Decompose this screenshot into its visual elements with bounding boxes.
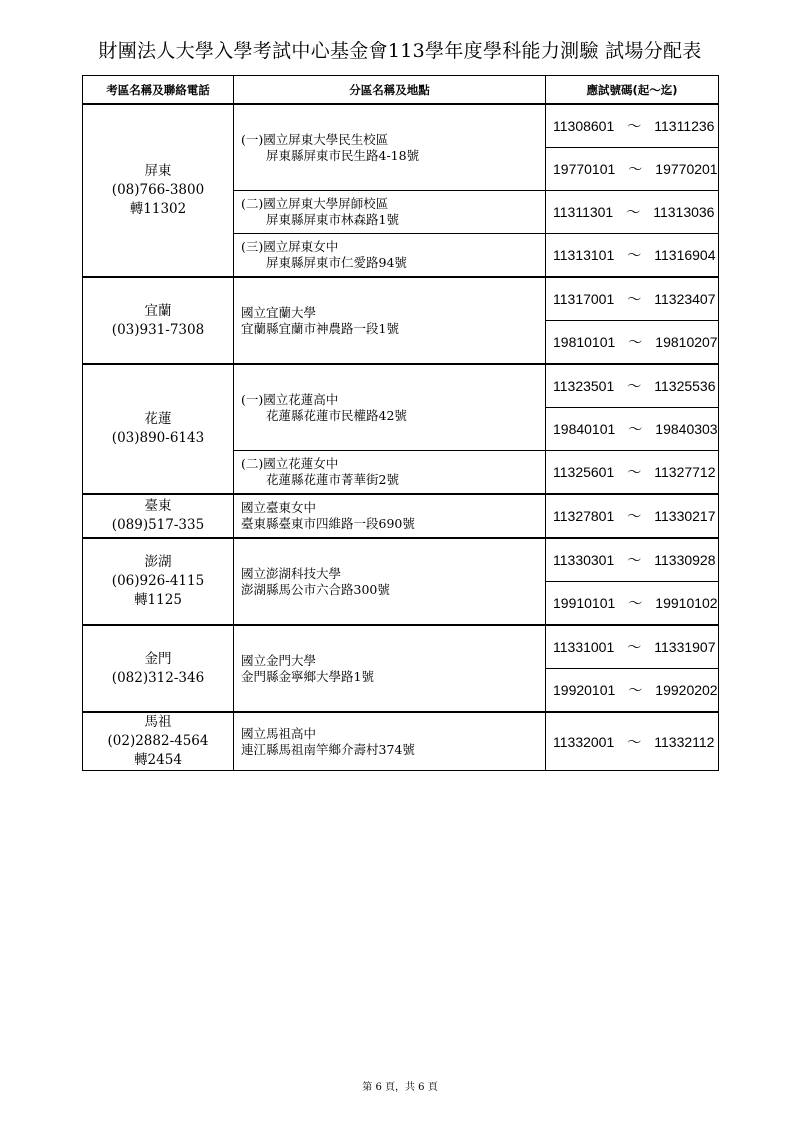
site-address: 屏東縣屏東市仁愛路94號 <box>266 255 407 270</box>
range-tilde: ～ <box>627 508 642 524</box>
region-ext: 轉1125 <box>134 592 182 608</box>
site-address: 屏東縣屏東市林森路1號 <box>266 212 399 227</box>
range-tilde: ～ <box>627 118 642 134</box>
site-name: (一)國立花蓮高中 <box>241 391 339 407</box>
table-row <box>83 625 719 669</box>
range-from: 11308601 <box>553 118 615 134</box>
region-cell <box>83 625 234 712</box>
region-cell <box>83 364 234 494</box>
range-to: 11313036 <box>653 204 715 220</box>
region-name: 屏東 <box>144 163 172 179</box>
region-phone: (082)312-346 <box>111 669 205 686</box>
range-tilde: ～ <box>628 421 643 437</box>
site-name: (一)國立屏東大學民生校區 <box>241 131 389 147</box>
number-range <box>546 451 719 495</box>
number-range <box>546 321 719 365</box>
range-to: 11327712 <box>654 464 716 480</box>
range-to: 11330217 <box>654 508 716 524</box>
table-row <box>83 538 719 582</box>
range-tilde: ～ <box>627 291 642 307</box>
site-cell <box>234 364 546 451</box>
site-address: 花蓮縣花蓮市民權路42號 <box>266 407 407 423</box>
region-ext: 轉11302 <box>129 201 187 217</box>
region-phone: (089)517-335 <box>111 517 205 533</box>
region-cell <box>83 712 234 771</box>
range-tilde: ～ <box>627 247 642 263</box>
region-phone: (02)2882-4564 <box>107 733 209 749</box>
range-tilde: ～ <box>627 464 642 480</box>
region-cell <box>83 538 234 625</box>
page-title: 財團法人大學入學考試中心基金會113學年度學科能力測驗 試場分配表 <box>98 40 702 62</box>
range-from: 11313101 <box>553 247 615 263</box>
number-range <box>546 582 719 626</box>
range-to: 19770201 <box>655 161 718 177</box>
range-from: 11330301 <box>553 552 615 568</box>
site-address: 金門縣金寧鄉大學路1號 <box>241 668 374 684</box>
header-numbers: 應試號碼(起～迄) <box>546 76 719 105</box>
region-ext: 轉2454 <box>134 752 182 768</box>
site-cell <box>234 451 546 495</box>
site-cell <box>234 625 546 712</box>
header-site: 分區名稱及地點 <box>234 76 546 105</box>
range-from: 11327801 <box>553 508 615 524</box>
site-cell <box>234 191 546 234</box>
range-from: 11331001 <box>553 639 615 655</box>
number-range <box>546 234 719 278</box>
range-tilde: ～ <box>628 682 643 698</box>
number-range <box>546 494 719 538</box>
number-range <box>546 148 719 191</box>
range-to: 19840303 <box>655 421 718 437</box>
range-from: 19770101 <box>553 161 616 177</box>
number-range <box>546 191 719 234</box>
region-cell <box>83 104 234 277</box>
number-range <box>546 277 719 321</box>
page-footer: 第 6 頁，共 6 頁 <box>362 1082 438 1093</box>
site-name: 國立金門大學 <box>241 652 317 668</box>
range-tilde: ～ <box>627 733 642 750</box>
region-name: 花蓮 <box>144 411 172 427</box>
range-from: 11325601 <box>553 464 615 480</box>
site-cell <box>234 104 546 191</box>
site-name: (二)國立屏東大學屏師校區 <box>241 196 389 211</box>
number-range <box>546 669 719 713</box>
range-from: 19920101 <box>553 682 616 698</box>
region-name: 金門 <box>144 650 172 667</box>
region-name: 澎湖 <box>144 554 172 570</box>
range-tilde: ～ <box>627 378 642 394</box>
range-to: 11332112 <box>654 733 715 750</box>
region-phone: (06)926-4115 <box>111 573 205 589</box>
range-tilde: ～ <box>627 552 642 568</box>
range-from: 11332001 <box>553 733 615 750</box>
site-address: 澎湖縣馬公市六合路300號 <box>241 581 390 597</box>
range-to: 11325536 <box>654 378 716 394</box>
site-address: 臺東縣臺東市四維路一段690號 <box>241 516 415 531</box>
site-cell <box>234 712 546 771</box>
range-to: 19910102 <box>655 595 718 611</box>
region-cell <box>83 277 234 364</box>
table-row <box>83 277 719 321</box>
number-range <box>546 712 719 771</box>
region-phone: (03)890-6143 <box>111 430 205 446</box>
site-cell <box>234 234 546 278</box>
range-tilde: ～ <box>628 161 643 177</box>
table-row <box>83 494 719 538</box>
site-address: 宜蘭縣宜蘭市神農路一段1號 <box>241 320 399 336</box>
range-from: 19840101 <box>553 421 616 437</box>
range-to: 11316904 <box>654 247 716 263</box>
site-name: 國立馬祖高中 <box>241 725 317 741</box>
range-tilde: ～ <box>628 595 643 611</box>
range-to: 11331907 <box>654 639 716 655</box>
site-name: 國立臺東女中 <box>241 500 317 515</box>
range-to: 11330928 <box>654 552 716 568</box>
range-from: 11317001 <box>553 291 615 307</box>
range-tilde: ～ <box>628 334 643 350</box>
region-name: 馬祖 <box>144 714 172 730</box>
range-from: 19810101 <box>553 334 616 350</box>
exam-site-table <box>82 75 719 771</box>
site-cell <box>234 494 546 538</box>
site-address: 屏東縣屏東市民生路4-18號 <box>266 147 420 163</box>
site-name: 國立宜蘭大學 <box>241 304 317 320</box>
range-to: 11323407 <box>654 291 716 307</box>
number-range <box>546 364 719 408</box>
range-to: 19920202 <box>655 682 718 698</box>
range-to: 11311236 <box>654 118 715 134</box>
range-to: 19810207 <box>655 334 718 350</box>
site-address: 花蓮縣花蓮市菁華街2號 <box>266 472 399 487</box>
table-row <box>83 364 719 408</box>
region-phone: (03)931-7308 <box>111 321 205 338</box>
range-tilde: ～ <box>627 639 642 655</box>
table-row <box>83 104 719 148</box>
site-name: (二)國立花蓮女中 <box>241 456 339 471</box>
range-tilde: ～ <box>626 204 641 220</box>
range-from: 19910101 <box>553 595 616 611</box>
site-cell <box>234 277 546 364</box>
range-from: 11323501 <box>553 378 615 394</box>
table-row <box>83 712 719 771</box>
region-name: 宜蘭 <box>144 302 172 319</box>
site-cell <box>234 538 546 625</box>
number-range <box>546 625 719 669</box>
header-region: 考區名稱及聯絡電話 <box>83 76 234 105</box>
number-range <box>546 538 719 582</box>
region-name: 臺東 <box>144 498 172 514</box>
site-name: (三)國立屏東女中 <box>241 239 339 254</box>
site-name: 國立澎湖科技大學 <box>241 565 342 581</box>
region-cell <box>83 494 234 538</box>
number-range <box>546 408 719 451</box>
range-from: 11311301 <box>553 204 614 220</box>
number-range <box>546 104 719 148</box>
region-phone: (08)766-3800 <box>111 182 205 198</box>
site-address: 連江縣馬祖南竿鄉介壽村374號 <box>241 741 415 757</box>
